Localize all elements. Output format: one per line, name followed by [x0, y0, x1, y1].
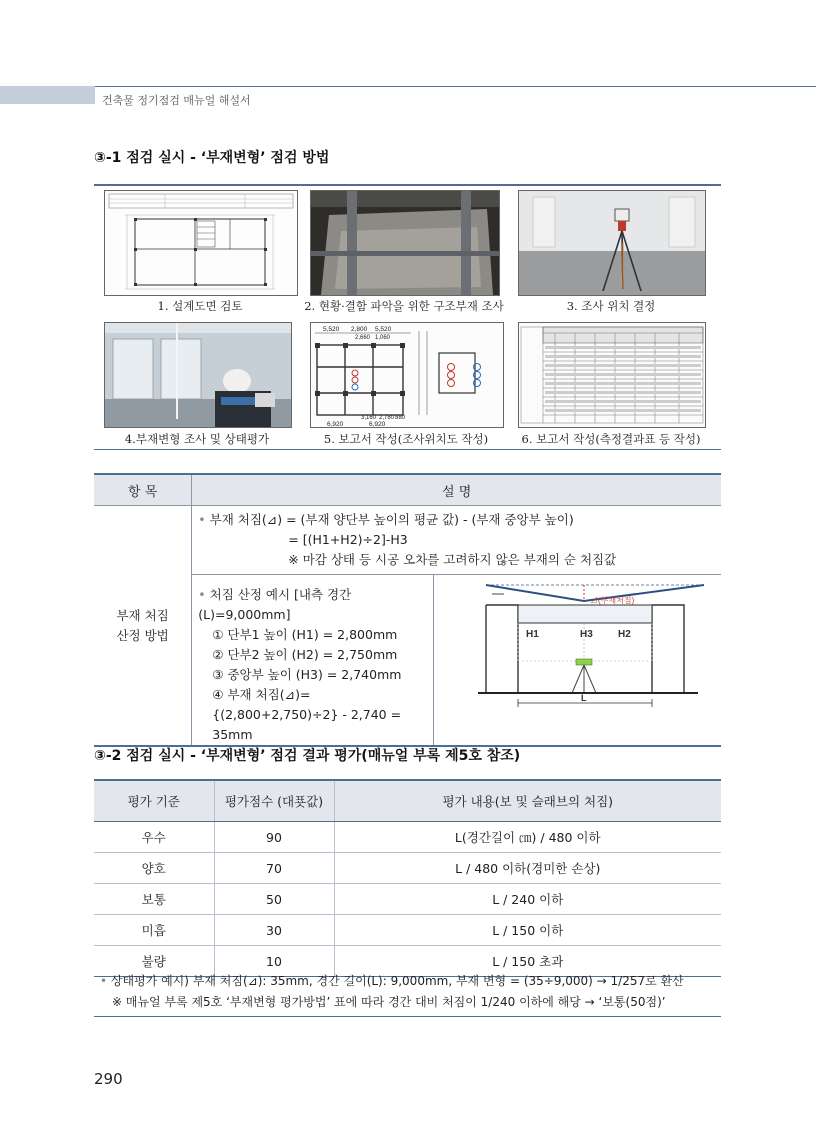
table1-row-label — [94, 506, 192, 747]
deflection-method-table — [94, 473, 721, 747]
eval-grade: 우수 — [94, 822, 214, 853]
note-line-2: ※ 매뉴얼 부록 제5호 ‘부재변형 평가방법’ 표에 따라 경간 대비 처짐이 1/240 이하에 해당 → ‘보통(50점)’ — [112, 995, 666, 1009]
eval-content: L / 150 이하 — [334, 915, 721, 946]
photo-structural-survey — [310, 190, 500, 296]
evaluation-table — [94, 779, 721, 977]
table-row — [94, 915, 721, 946]
eval-grade: 보통 — [94, 884, 214, 915]
note-line-1: 상태평가 예시) 부재 처짐(⊿): 35mm, 경간 길이(L): 9,000mm, 부재 변형 = (35÷9,000) → 1/257로 환산 — [110, 974, 684, 988]
eval-content: L / 480 이하(경미한 손상) — [334, 853, 721, 884]
caption-2: 2. 현황·결함 파악을 위한 구조부재 조사 — [304, 299, 504, 313]
span-label: L — [580, 693, 587, 703]
table1-header-item: 항 목 — [94, 474, 192, 506]
deflection-example: • 처짐 산정 예시 [내측 경간(L)=9,000mm] ① 단부1 높이 (H1) = 2,800mm ② 단부2 높이 (H2) = 2,750mm ③ 중앙부 높이 (H3) = 2,740mm ④ 부재 처짐(⊿)= {(2,800+2,750)÷2} - 2,740 = 35mm — [192, 575, 434, 747]
dim-5: 1,060 — [375, 335, 391, 341]
header-rule — [95, 86, 816, 87]
eval-header-criteria: 평가 기준 — [94, 780, 214, 822]
eval-score: 10 — [214, 946, 334, 977]
example-line-3: ② 단부2 높이 (H2) = 2,750mm — [212, 647, 398, 662]
header-accent-bar — [0, 86, 95, 104]
table-row — [94, 822, 721, 853]
deflection-definition: • 부재 처짐(⊿) = (부재 양단부 높이의 평균 값) - (부재 중앙부 높이) = [(H1+H2)÷2]-H3 ※ 마감 상태 등 시공 오차를 고려하지 않은 부재의 순 처짐값 — [192, 506, 721, 575]
photo-location-drawing — [310, 322, 504, 428]
deflection-diagram-cell — [433, 575, 721, 747]
eval-score: 70 — [214, 853, 334, 884]
h3-label: H3 — [579, 629, 593, 640]
def-line-1: 부재 처짐(⊿) = (부재 양단부 높이의 평균 값) - (부재 중앙부 높이) — [209, 512, 574, 527]
dim-2: 2,800 — [351, 326, 368, 333]
photo-deformation-survey — [104, 322, 292, 428]
h2-label: H2 — [617, 629, 631, 640]
section-2-title: ③-2 점검 실시 - ‘부재변형’ 점검 결과 평가(매뉴얼 부록 제5호 참조) — [94, 748, 521, 764]
h1-label: H1 — [525, 629, 539, 640]
page-number: 290 — [94, 1070, 123, 1088]
eval-grade: 불량 — [94, 946, 214, 977]
table1-header-desc: 설 명 — [192, 474, 721, 506]
table-row — [94, 853, 721, 884]
table-row — [94, 884, 721, 915]
eval-score: 90 — [214, 822, 334, 853]
example-line-5: ④ 부재 처짐(⊿)= — [212, 687, 311, 702]
photo-floor-plan — [104, 190, 298, 296]
caption-4: 4.부재변형 조사 및 상태평가 — [124, 432, 270, 446]
eval-header-score: 평가점수 (대푯값) — [214, 780, 334, 822]
caption-6: 6. 보고서 작성(측정결과표 등 작성) — [521, 432, 701, 446]
photo-survey-location — [518, 190, 706, 296]
eval-score: 50 — [214, 884, 334, 915]
deflection-label: ⊿(부재처짐) — [589, 596, 635, 605]
caption-5: 5. 보고서 작성(조사위치도 작성) — [323, 432, 489, 446]
running-header-title: 건축물 정기점검 매뉴얼 해설서 — [102, 94, 251, 107]
eval-grade: 미흡 — [94, 915, 214, 946]
section-1-title: ③-1 점검 실시 - ‘부재변형’ 점검 방법 — [94, 150, 330, 166]
photo-result-table — [518, 322, 706, 428]
dim-6: 3,160 — [361, 415, 377, 421]
example-line-2: ① 단부1 높이 (H1) = 2,800mm — [212, 627, 398, 642]
def-line-3: ※ 마감 상태 등 시공 오차를 고려하지 않은 부재의 순 처짐값 — [288, 552, 617, 567]
example-line-4: ③ 중앙부 높이 (H3) = 2,740mm — [212, 667, 402, 682]
dim-3: 5,520 — [375, 326, 392, 333]
example-line-1: 처짐 산정 예시 [내측 경간(L)=9,000mm] — [198, 587, 352, 622]
eval-score: 30 — [214, 915, 334, 946]
eval-content: L(경간길이 ㎝) / 480 이하 — [334, 822, 721, 853]
eval-content: L / 240 이하 — [334, 884, 721, 915]
row-label-line-2: 산정 방법 — [116, 627, 169, 643]
dim-8: 880 — [395, 415, 406, 421]
dim-10: 6,920 — [369, 421, 386, 427]
dim-7: 2,780 — [379, 415, 395, 421]
note-example: • 상태평가 예시) 부재 처짐(⊿): 35mm, 경간 길이(L): 9,000mm, 부재 변형 = (35÷9,000) → 1/257로 환산 — [100, 974, 684, 988]
dim-1: 5,520 — [323, 326, 340, 333]
eval-header-content: 평가 내용(보 및 슬래브의 처짐) — [334, 780, 721, 822]
def-line-2: = [(H1+H2)÷2]-H3 — [288, 532, 408, 547]
notes-bottom-rule — [94, 1016, 721, 1017]
caption-1: 1. 설계도면 검토 — [157, 299, 243, 313]
caption-3: 3. 조사 위치 결정 — [566, 299, 656, 313]
example-line-6: {(2,800+2,750)÷2} - 2,740 = 35mm — [212, 707, 402, 742]
section-1-top-rule — [94, 184, 721, 186]
deflection-diagram — [434, 575, 721, 717]
section-1-bottom-rule — [94, 449, 721, 450]
eval-grade: 양호 — [94, 853, 214, 884]
eval-content: L / 150 초과 — [334, 946, 721, 977]
row-label-line-1: 부재 처짐 — [116, 607, 169, 623]
dim-9: 6,920 — [327, 421, 344, 427]
dim-4: 2,660 — [355, 335, 371, 341]
